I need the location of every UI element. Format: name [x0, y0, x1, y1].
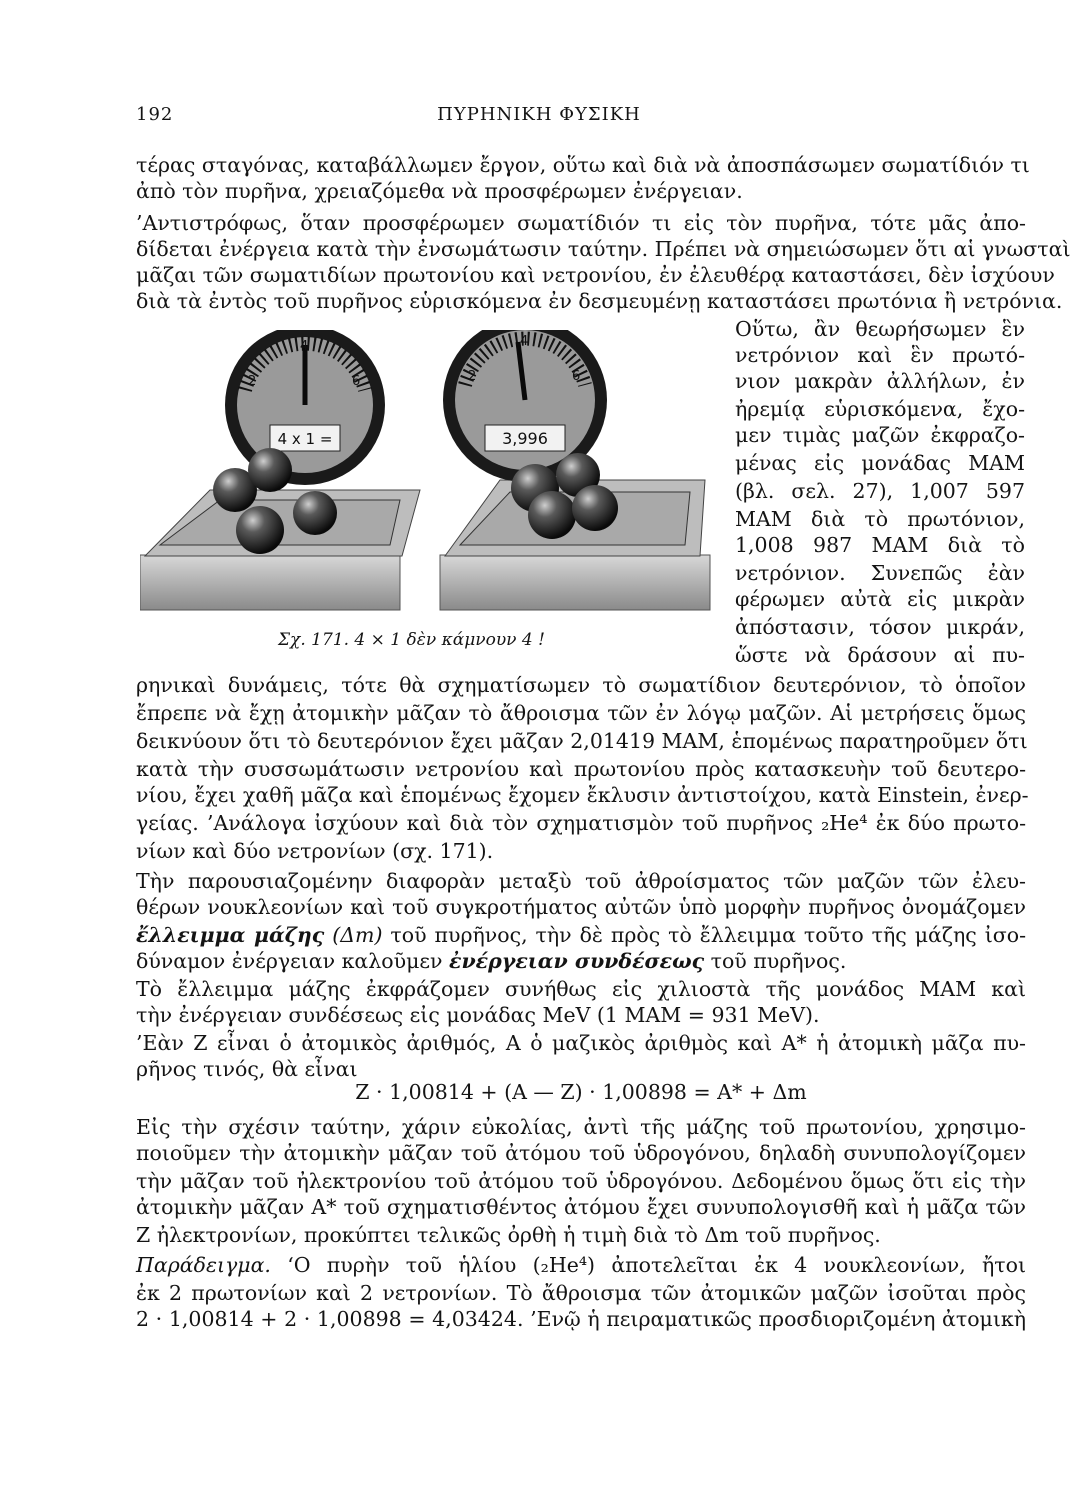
dial-number: 4 [300, 339, 309, 354]
text-line: νιον μακρὰν ἀλλήλων, ἐν [735, 369, 1025, 393]
text-line: μεν τιμὰς μαζῶν ἐκφραζο- [735, 423, 1025, 447]
text-line: ἔπρεπε νὰ ἔχῃ ἀτομικὴν μᾶζαν τὸ ἄθροισμα τῶν ἐν λόγῳ μαζῶν. Αἱ μετρήσεις ὅμως [136, 701, 1026, 725]
text-line: κατὰ τὴν συσσωμάτωσιν νετρονίου καὶ πρωτονίου πρὸς κατασκευὴν τοῦ δευτερο- [136, 757, 1026, 781]
text-run: τοῦ πυρῆνος. [704, 949, 847, 973]
running-title: ΠΥΡΗΝΙΚΗ ΦΥΣΙΚΗ [437, 104, 641, 125]
text-line: ρηνικαὶ δυνάμεις, τότε θὰ σχηματίσωμεν τὸ σωματίδιον δευτερόνιον, τὸ ὁποῖον [136, 673, 1026, 697]
text-line: δίδεται ἐνέργεια κατὰ τὴν ἐνσωμάτωσιν ταύτην. Πρέπει νὰ σημειώσωμεν ὅτι αἱ γνωσταὶ [136, 237, 1071, 261]
term-binding-energy: ἐνέργειαν συνδέσεως [449, 949, 705, 973]
formula: Z · 1,00814 + (A — Z) · 1,00898 = A* + Δm [355, 1080, 807, 1104]
page-number: 192 [136, 104, 174, 125]
text-line: Τὸ ἔλλειμμα μάζης ἐκφράζομεν συνήθως εἰς χιλιοστὰ τῆς μονάδος ΜΑΜ καὶ [136, 977, 1026, 1001]
text-line: νίου, ἔχει χαθῆ μᾶζα καὶ ἑπομένως ἔχομεν ἔκλυσιν ἀντιστοίχου, κατὰ Einstein, ἐνερ- [136, 783, 1029, 807]
right-display: 3,996 [502, 429, 548, 448]
text-line: ἀτομικὴν μᾶζαν A* τοῦ σχηματισθέντος ἀτόμου ἔχει συνυπολογισθῆ καὶ ἡ μᾶζα τῶν [136, 1195, 1026, 1219]
text-line: ἀπόστασιν, τόσον μικράν, [735, 615, 1025, 639]
text-line: ρῆνος τινός, θὰ εἶναι [136, 1057, 358, 1081]
text-line: ’Εὰν Z εἶναι ὁ ἀτομικὸς ἀριθμός, A ὁ μαζικὸς ἀριθμὸς καὶ A* ἡ ἀτομικὴ μᾶζα πυ- [136, 1031, 1026, 1055]
text-line: (βλ. σελ. 27), 1,007 597 [735, 479, 1025, 503]
figure-scales [140, 330, 715, 630]
dial-number: 6 [352, 374, 361, 389]
text-line [136, 922, 1026, 948]
text-line: τὴν μᾶζαν τοῦ ἠλεκτρονίου τοῦ ἀτόμου τοῦ ὑδρογόνου. Δεδομένου ὅμως ὅτι εἰς τὴν [136, 1169, 1026, 1193]
figure-caption: Σχ. 171. 4 × 1 δὲν κάμνουν 4 ! [278, 630, 545, 650]
text-line: νετρόνιον. Συνεπῶς ἐὰν [735, 561, 1025, 585]
dial-number: 2 [468, 369, 477, 384]
text-line: διὰ τὰ ἐντὸς τοῦ πυρῆνος εὑρισκόμενα ἐν δεσμευμένῃ καταστάσει πρωτόνια ἢ νετρόνια. [136, 289, 1063, 313]
text-line: τὴν ἐνέργειαν συνδέσεως εἰς μονάδας MeV (1 ΜΑΜ = 931 MeV). [136, 1003, 820, 1027]
term-mass-defect: ἔλλειμμα μάζης [136, 923, 325, 947]
text-run: δύναμον ἐνέργειαν καλοῦμεν [136, 949, 449, 973]
dial-number: 6 [572, 369, 581, 384]
left-display: 4 x 1 = [277, 430, 333, 448]
text-line: ’Αντιστρόφως, ὅταν προσφέρωμεν σωματίδιόν τι εἰς τὸν πυρῆνα, τότε μᾶς ἀπο- [136, 211, 1026, 235]
text-run: τοῦ πυρῆνος, τὴν δὲ πρὸς τὸ ἔλλειμμα τοῦτο τῆς μάζης ἰσο- [382, 923, 1027, 947]
text-line: μένας εἰς μονάδας ΜΑΜ [735, 451, 1025, 475]
text-line: ἀπὸ τὸν πυρῆνα, χρειαζόμεθα νὰ προσφέρωμεν ἐνέργειαν. [136, 179, 743, 203]
example-label: Παράδειγμα. [136, 1253, 271, 1277]
dial-number: 2 [248, 374, 257, 389]
text-line: Z ἠλεκτρονίων, προκύπτει τελικῶς ὀρθὴ ἡ τιμὴ διὰ τὸ Δm τοῦ πυρῆνος. [136, 1223, 881, 1247]
symbol-dm: (Δm) [324, 923, 383, 947]
text-line: φέρωμεν αὐτὰ εἰς μικρὰν [735, 587, 1025, 611]
text-line: γείας. ’Ανάλογα ἰσχύουν καὶ διὰ τὸν σχηματισμὸν τοῦ πυρῆνος ₂He⁴ ἐκ δύο πρωτο- [136, 811, 1026, 835]
text-line [136, 1252, 1026, 1278]
text-line: 1,008 987 ΜΑΜ διὰ τὸ [735, 533, 1025, 557]
text-line: ὥστε νὰ δράσουν αἱ πυ- [735, 643, 1025, 667]
text-line: νίων καὶ δύο νετρονίων (σχ. 171). [136, 839, 494, 863]
text-line: 2 · 1,00814 + 2 · 1,00898 = 4,03424. ’Ενῷ ἡ πειραματικῶς προσδιοριζομένη ἀτομικὴ [136, 1307, 1026, 1331]
text-line: μᾶζαι τῶν σωματιδίων πρωτονίου καὶ νετρονίου, ἐν ἐλευθέρᾳ καταστάσει, δὲν ἰσχύουν [136, 263, 1055, 287]
text-line: τέρας σταγόνας, καταβάλλωμεν ἔργον, οὕτω καὶ διὰ νὰ ἀποσπάσωμεν σωματίδιόν τι [136, 153, 1030, 177]
text-line: νετρόνιον καὶ ἓν πρωτό- [735, 343, 1025, 367]
left-scale [140, 330, 420, 610]
text-run: ‘Ο πυρὴν τοῦ ἡλίου (₂He⁴) ἀποτελεῖται ἐκ 4 νουκλεονίων, ἤτοι [270, 1253, 1026, 1277]
text-line: Οὕτω, ἂν θεωρήσωμεν ἓν [735, 317, 1025, 341]
dial-number: 4 [520, 334, 529, 349]
text-line: ΜΑΜ διὰ τὸ πρωτόνιον, [735, 507, 1025, 531]
text-line: Τὴν παρουσιαζομένην διαφορὰν μεταξὺ τοῦ ἀθροίσματος τῶν μαζῶν τῶν ἐλευ- [136, 869, 1026, 893]
text-line: θέρων νουκλεονίων καὶ τοῦ συγκροτήματος αὐτῶν ὑπὸ μορφὴν πυρῆνος ὀνομάζομεν [136, 895, 1026, 919]
text-line: δεικνύουν ὅτι τὸ δευτερόνιον ἔχει μᾶζαν 2,01419 ΜΑΜ, ἑπομένως παρατηροῦμεν ὅτι [136, 729, 1028, 753]
text-line: ἠρεμίᾳ εὑρισκόμενα, ἔχο- [735, 397, 1025, 421]
text-line: Εἰς τὴν σχέσιν ταύτην, χάριν εὐκολίας, ἀντὶ τῆς μάζης τοῦ πρωτονίου, χρησιμο- [136, 1115, 1026, 1139]
text-line: ἐκ 2 πρωτονίων καὶ 2 νετρονίων. Τὸ ἄθροισμα τῶν ἀτομικῶν μαζῶν ἰσοῦται πρὸς [136, 1281, 1026, 1305]
text-line [136, 948, 1026, 974]
text-line: ποιοῦμεν τὴν ἀτομικὴν μᾶζαν τοῦ ἀτόμου τοῦ ὑδρογόνου, δηλαδὴ συνυπολογίζομεν [136, 1141, 1026, 1165]
